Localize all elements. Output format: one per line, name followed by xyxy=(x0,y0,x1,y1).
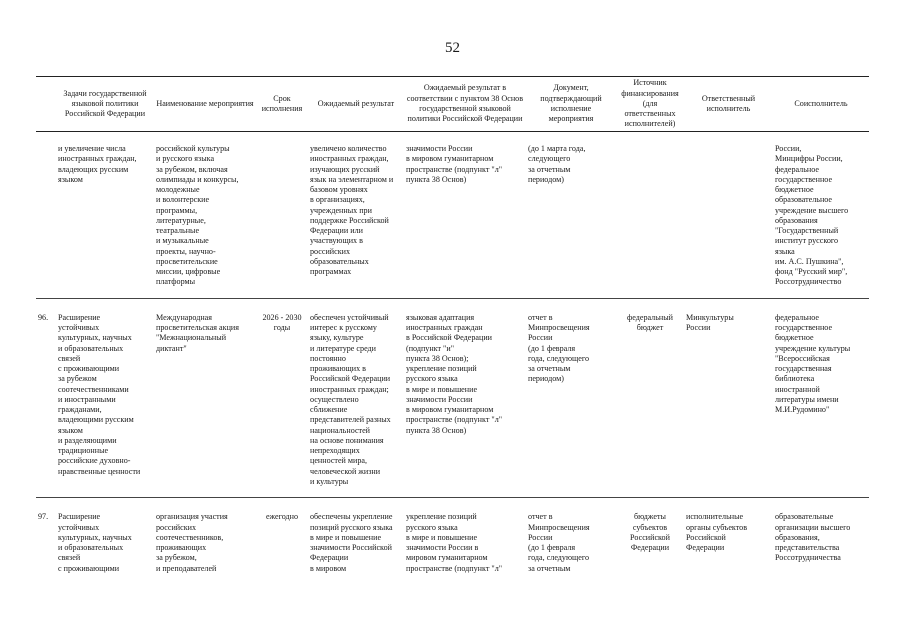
event-cell: Международная просветительская акция "Межнациональный диктант" xyxy=(156,312,239,353)
document-cell: отчет в Минпросвещения России (до 1 февраля года, следующего за отчетным периодом) xyxy=(528,312,590,384)
event-cell: организация участия российских соотечественников, проживающих за рубежом, и преподавателей xyxy=(156,512,228,573)
result-cell: обеспечен устойчивый интерес к русскому языку, культуре и литературе среди постоянно проживающих в Российской Федерации иностранных граждан; осуществлено сближение представителей разных национальностей на основе понимания непреходящих ценностей мира, человеческой жизни и культуры xyxy=(310,312,391,486)
header-responsible: Ответственный исполнитель xyxy=(684,77,773,132)
responsible-cell: исполнительные органы субъектов Российской Федерации xyxy=(686,512,748,553)
table-header-row xyxy=(36,77,869,132)
row-number: 96. xyxy=(38,312,49,322)
result-38-cell: языковая адаптация иностранных граждан в Российской Федерации (подпункт "и" пункта 38 Основ); укрепление позиций русского языка в мире и повышение значимости России в мировом гуманитарном пространстве (подпункт "л" пункта 38 Основ) xyxy=(406,312,503,435)
result-38-cell: укрепление позиций русского языка в мире и повышение значимости России в мировом гуманитарном пространстве (подпункт "л" xyxy=(406,512,503,573)
responsible-cell: Минкультуры России xyxy=(686,312,734,332)
term-cell: 2026 - 2030 годы xyxy=(262,312,302,332)
funding-source-cell: бюджеты субъектов Российской Федерации xyxy=(630,512,670,553)
header-funding-source: Источник финансирования (для ответственных исполнителей) xyxy=(616,77,684,132)
coexecutor-cell: России, Минцифры России, федеральное государственное бюджетное образовательное учреждение высшего образования "Государственный институт русского языка им. А.С. Пушкина", фонд "Русский мир", Россотрудничество xyxy=(775,144,849,287)
header-coexecutor: Соисполнитель xyxy=(773,77,869,132)
term-cell: ежегодно xyxy=(265,512,299,522)
header-task: Задачи государственной языковой политики Российской Федерации xyxy=(56,77,154,132)
task-cell: и увеличение числа иностранных граждан, владеющих русским языком xyxy=(58,144,137,184)
document-cell: (до 1 марта года, следующего за отчетным периодом) xyxy=(528,144,586,184)
task-cell: Расширение устойчивых культурных, научных и образовательных связей с проживающими за рубежом соотечественниками и иностранными гражданами, владеющими русским языком и разделяющими традиционные российские духовно- нравственные ценности xyxy=(58,312,141,476)
result-38-cell: значимости России в мировом гуманитарном пространстве (подпункт "л" пункта 38 Основ) xyxy=(406,144,503,184)
coexecutor-cell: федеральное государственное бюджетное учреждение культуры "Всероссийская государственная библиотека иностранной литературы имени М.И.Рудомино" xyxy=(775,312,851,415)
task-cell: Расширение устойчивых культурных, научных и образовательных связей с проживающими xyxy=(58,512,132,573)
header-result: Ожидаемый результат xyxy=(308,77,404,132)
funding-source-cell: федеральный бюджет xyxy=(627,312,673,332)
document-cell: отчет в Минпросвещения России (до 1 февраля года, следующего за отчетным xyxy=(528,512,590,573)
header-document: Документ, подтверждающий исполнение мероприятия xyxy=(526,77,616,132)
header-event: Наименование мероприятия xyxy=(154,77,256,132)
table-row xyxy=(36,498,869,598)
result-cell: обеспечены укрепление позиций русского языка в мире и повышение значимости Российской Федерации в мировом xyxy=(310,512,393,573)
header-result-38: Ожидаемый результат в соответствии с пунктом 38 Основ государственной языковой политики Российской Федерации xyxy=(404,77,526,132)
events-table xyxy=(36,76,869,597)
page-number: 52 xyxy=(445,40,460,56)
row-number: 97. xyxy=(38,512,49,522)
event-cell: российской культуры и русского языка за рубежом, включая олимпиады и конкурсы, молодежные и волонтерские программы, литературные, театральные и музыкальные проекты, научно- просветительские миссии, цифровые платформы xyxy=(156,144,239,287)
header-num xyxy=(36,77,56,132)
header-term: Срок исполнения xyxy=(256,77,308,132)
table-row xyxy=(36,132,869,299)
coexecutor-cell: образовательные организации высшего образования, представительства Россотрудничества xyxy=(775,512,851,563)
result-cell: увеличено количество иностранных граждан, изучающих русский язык на элементарном и базовом уровнях в организациях, учрежденных при поддержке Российской Федерации или участвующих в российских образовательных программах xyxy=(310,144,394,277)
table-row xyxy=(36,298,869,498)
